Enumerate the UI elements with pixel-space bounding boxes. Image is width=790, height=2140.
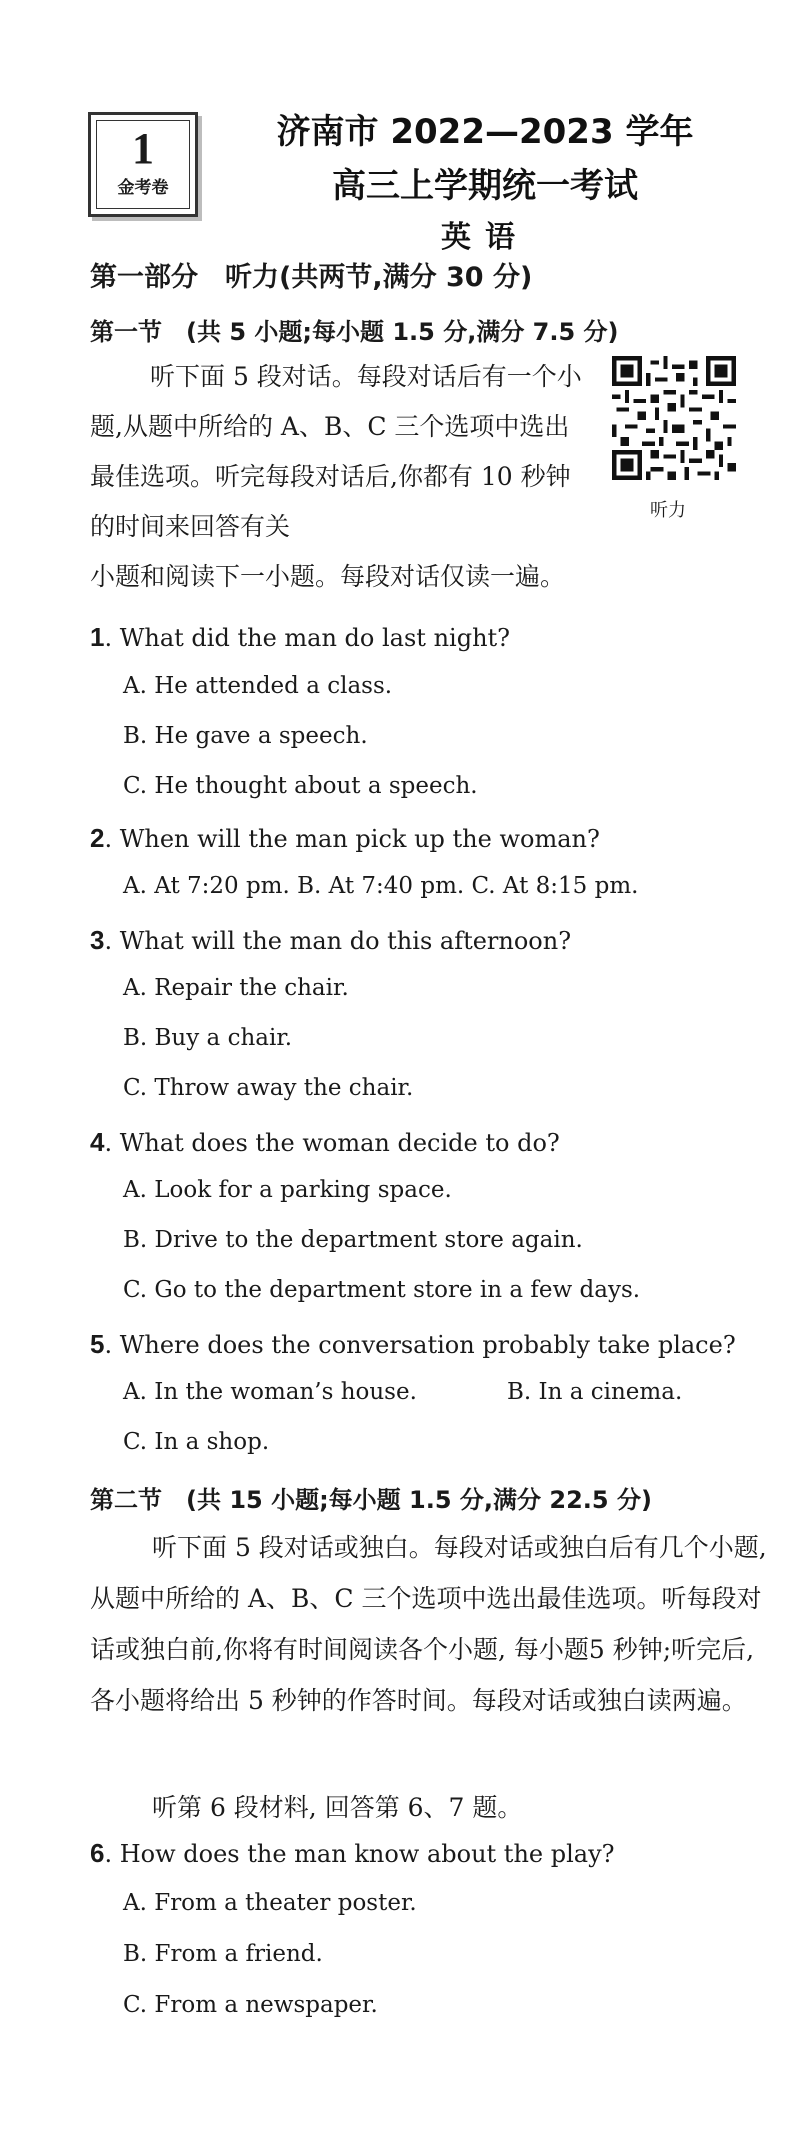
option-4c: C. Go to the department store in a few days. [123,1277,641,1303]
question-text: . Where does the conversation probably take place? [104,1331,736,1359]
question-1 [90,622,510,653]
badge-number: 1 [132,124,154,173]
question-text: . What did the man do last night? [104,624,511,652]
section2-material-note: 听第 6 段材料, 回答第 6、7 题。 [152,1793,523,1822]
question-number: 2 [90,823,105,853]
question-4 [90,1127,560,1158]
question-number: 5 [90,1329,105,1359]
section1-instructions-end: 小题和阅读下一小题。每段对话仅读一遍。 [90,562,566,591]
option-4a: A. Look for a parking space. [123,1177,452,1203]
question-5 [90,1329,736,1360]
option-3c: C. Throw away the chair. [123,1075,414,1101]
question-text: . When will the man pick up the woman? [104,825,600,853]
question-number: 3 [90,925,105,955]
badge-frame [96,120,190,209]
option-4b: B. Drive to the department store again. [123,1227,583,1253]
option-1b: B. He gave a speech. [123,723,368,749]
question-6 [90,1838,615,1869]
exam-title-line1: 济南市 2022—2023 学年 [276,112,694,152]
section1-instructions: 听下面 5 段对话。每段对话后有一个小题,从题中所给的 A、B、C 三个选项中选出最佳选项。听完每段对话后,你都有 10 秒钟的时间来回答有关 [90,362,582,541]
option-3a: A. Repair the chair. [123,975,349,1001]
question-text: . What will the man do this afternoon? [104,927,572,955]
option-5b: B. In a cinema. [507,1379,683,1405]
part1-title: 第一部分 听力(共两节,满分 30 分) [90,262,533,293]
qr-code-icon [612,356,736,480]
option-3b: B. Buy a chair. [123,1025,293,1051]
option-6a: A. From a theater poster. [123,1890,417,1916]
exam-title-line2: 高三上学期统一考试 [332,166,638,206]
options-2: A. At 7:20 pm. B. At 7:40 pm. C. At 8:15 pm. [123,873,639,899]
subject-title: 英语 [441,220,529,255]
option-1a: A. He attended a class. [123,673,393,699]
qr-label: 听力 [650,500,686,521]
section2-instructions: 听下面 5 段对话或独白。每段对话或独白后有几个小题, 从题中所给的 A、B、C 三个选项中选出最佳选项。听每段对话或独白前,你将有时间阅读各个小题, 每小题5 秒钟;听完后,各小题将给出 5 秒钟的作答时间。每段对话或独白读两遍。 [90,1533,767,1715]
question-number: 1 [90,622,105,652]
question-number: 6 [90,1838,105,1868]
option-5c: C. In a shop. [123,1429,270,1455]
badge-label: 金考卷 [117,178,169,198]
question-3 [90,925,571,956]
option-5a: A. In the woman’s house. [123,1379,417,1405]
section2-title: 第二节 (共 15 小题;每小题 1.5 分,满分 22.5 分) [90,1486,652,1514]
option-6b: B. From a friend. [123,1941,323,1967]
question-text: . What does the woman decide to do? [104,1129,560,1157]
question-number: 4 [90,1127,105,1157]
option-6c: C. From a newspaper. [123,1992,378,2018]
question-2 [90,823,600,854]
question-text: . How does the man know about the play? [104,1840,615,1868]
option-1c: C. He thought about a speech. [123,773,478,799]
exam-badge [88,112,198,217]
section1-title: 第一节 (共 5 小题;每小题 1.5 分,满分 7.5 分) [90,318,619,346]
